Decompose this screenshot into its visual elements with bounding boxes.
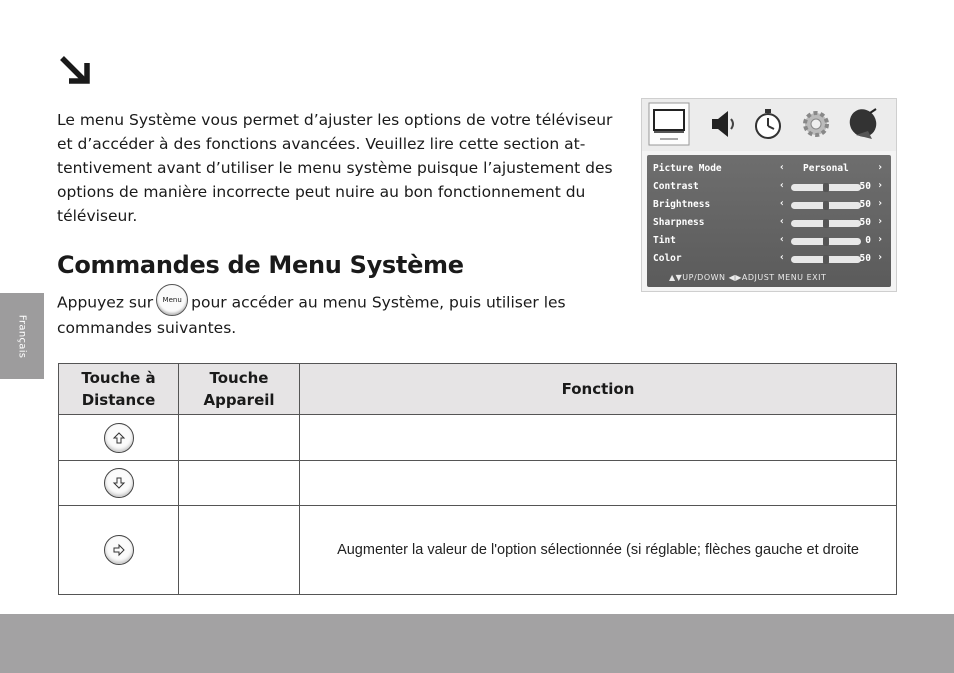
footer-band (0, 614, 954, 673)
key-function-table (58, 363, 897, 595)
instruction-text (57, 290, 617, 340)
header-device-key: Touche Appareil (179, 364, 300, 415)
tv-slider-sharpness (791, 220, 861, 227)
satellite-icon (846, 105, 882, 143)
instruction-before: Appuyez sur (57, 293, 154, 312)
device-key-cell (179, 415, 300, 461)
timer-icon (750, 105, 786, 143)
down-arrow-icon (104, 468, 134, 498)
right-arrow-icon (104, 535, 134, 565)
remote-key-cell (59, 461, 179, 506)
function-cell (300, 415, 897, 461)
function-cell: Augmenter la valeur de l'option sélectionnée (si réglable; flèches gauche et droite (300, 506, 897, 595)
function-cell (300, 461, 897, 506)
tv-row-sharpness: Sharpness ‹ 50 › (653, 216, 883, 228)
table-row (59, 506, 897, 595)
tv-slider-thumb (823, 201, 829, 210)
tv-slider-thumb (823, 219, 829, 228)
tv-menu-hint: ▲▼UP/DOWN ◀▶ADJUST MENU EXIT (669, 273, 827, 282)
speaker-icon (704, 105, 740, 143)
instruction-after: pour accéder au menu Système, puis utiliser les commandes suivantes. (57, 293, 566, 337)
tv-menu-screenshot (641, 98, 897, 292)
header-function: Fonction (300, 364, 897, 415)
table-row (59, 415, 897, 461)
language-side-tab (0, 293, 44, 379)
tv-row-color: Color ‹ 50 › (653, 252, 883, 264)
table-header-row (59, 364, 897, 415)
tv-slider-contrast (791, 184, 861, 191)
tv-slider-thumb (823, 183, 829, 192)
remote-key-cell (59, 415, 179, 461)
table-row (59, 461, 897, 506)
tv-row-brightness: Brightness ‹ 50 › (653, 198, 883, 210)
tv-slider-thumb (823, 255, 829, 264)
intro-text: Le menu Système vous permet d’ajuster les options de votre téléviseur et d’accéder à des fonctions avancées. Veuillez lire cette section at-tentivement avant d’utiliser le menu système puisque l’ajustement des options de manière incorrecte peut nuire au bon fonctionnement du téléviseur. (57, 111, 613, 225)
device-key-cell (179, 461, 300, 506)
up-arrow-icon (104, 423, 134, 453)
tv-row-tint: Tint ‹ 0 › (653, 234, 883, 246)
header-remote-key: Touche à Distance (59, 364, 179, 415)
tv-slider-brightness (791, 202, 861, 209)
gear-icon (798, 105, 834, 143)
tv-row-contrast: Contrast ‹ 50 › (653, 180, 883, 192)
remote-key-cell (59, 506, 179, 595)
tv-menu-panel (647, 155, 891, 287)
tv-slider-tint (791, 238, 861, 245)
tv-slider-color (791, 256, 861, 263)
section-arrow-icon (58, 52, 94, 88)
language-label: Français (16, 314, 28, 358)
menu-button-label: Menu (162, 296, 182, 304)
menu-button-icon (156, 284, 188, 316)
picture-icon (648, 102, 690, 146)
section-heading: Commandes de Menu Système (57, 251, 464, 279)
intro-paragraph (57, 108, 622, 228)
tv-row-picture-mode: Picture Mode ‹ Personal › (653, 162, 883, 174)
tv-menu-icon-bar (642, 99, 896, 151)
tv-slider-thumb (823, 237, 829, 246)
device-key-cell (179, 506, 300, 595)
